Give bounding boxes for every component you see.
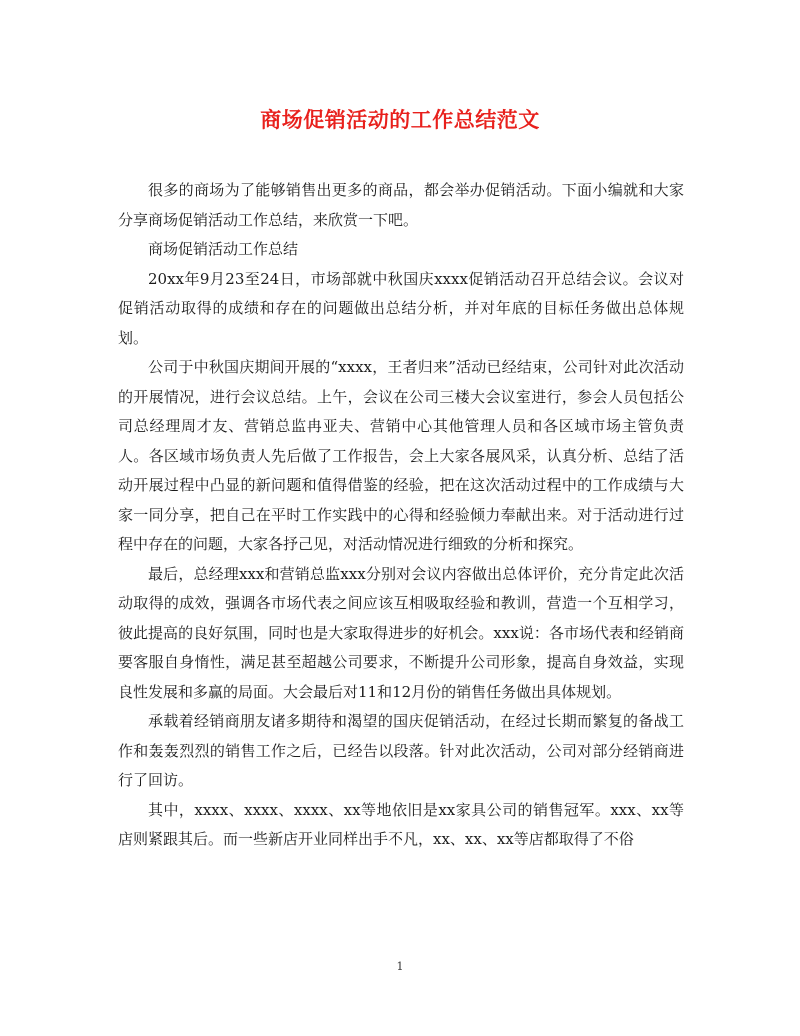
document-title: 商场促销活动的工作总结范文 [260, 107, 540, 132]
page-number: 1 [396, 960, 404, 973]
paragraph-followup: 承载着经销商朋友诸多期待和渴望的国庆促销活动，在经过长期而繁复的备战工作和轰轰烈烈的销售工作之后，已经告以段落。针对此次活动，公司对部分经销商进行了回访。 [118, 712, 684, 789]
paragraph-sales-results: 其中，xxxx、xxxx、xxxx、xx等地依旧是xx家具公司的销售冠军。xxx、xx等店则紧跟其后。而一些新店开业同样出手不凡，xx、xx、xx等店都取得了不俗 [118, 800, 684, 848]
paragraph-meeting: 20xx年9月23至24日，市场部就中秋国庆xxxx促销活动召开总结会议。会议对促销活动取得的成绩和存在的问题做出总结分析，并对年底的目标任务做出总体规划。 [118, 269, 684, 347]
paragraph-activity-summary: 公司于中秋国庆期间开展的“xxxx，王者归来”活动已经结束，公司针对此次活动的开展情况，进行会议总结。上午，会议在公司三楼大会议室进行，参会人员包括公司总经理周才友、营销总监冉亚夫、营销中心其他管理人员和各区域市场主管负责人。各区域市场负责人先后做了工作报告，会上大家各展风采，认真分析、总结了活动开展过程中凸显的新问题和值得借鉴的经验，把在这次活动过程中的工作成绩与大家一同分享，把自己在平时工作实践中的心得和经验倾力奉献出来。对于活动进行过程中存在的问题，大家各抒己见，对活动情况进行细致的分析和探究。 [118, 358, 684, 553]
paragraph-intro: 很多的商场为了能够销售出更多的商品，都会举办促销活动。下面小编就和大家分享商场促销活动工作总结，来欣赏一下吧。 [118, 181, 684, 229]
paragraph-subheading: 商场促销活动工作总结 [148, 240, 299, 258]
paragraph-conclusion: 最后，总经理xxx和营销总监xxx分别对会议内容做出总体评价，充分肯定此次活动取得的成效，强调各市场代表之间应该互相吸取经验和教训，营造一个互相学习，彼此提高的良好氛围，同时也是大家取得进步的好机会。xxx说：各市场代表和经销商要客服自身惰性，满足甚至超越公司要求，不断提升公司形象，提高自身效益，实现良性发展和多赢的局面。大会最后对11和12月份的销售任务做出具体规划。 [118, 564, 684, 701]
document-body [118, 176, 684, 855]
